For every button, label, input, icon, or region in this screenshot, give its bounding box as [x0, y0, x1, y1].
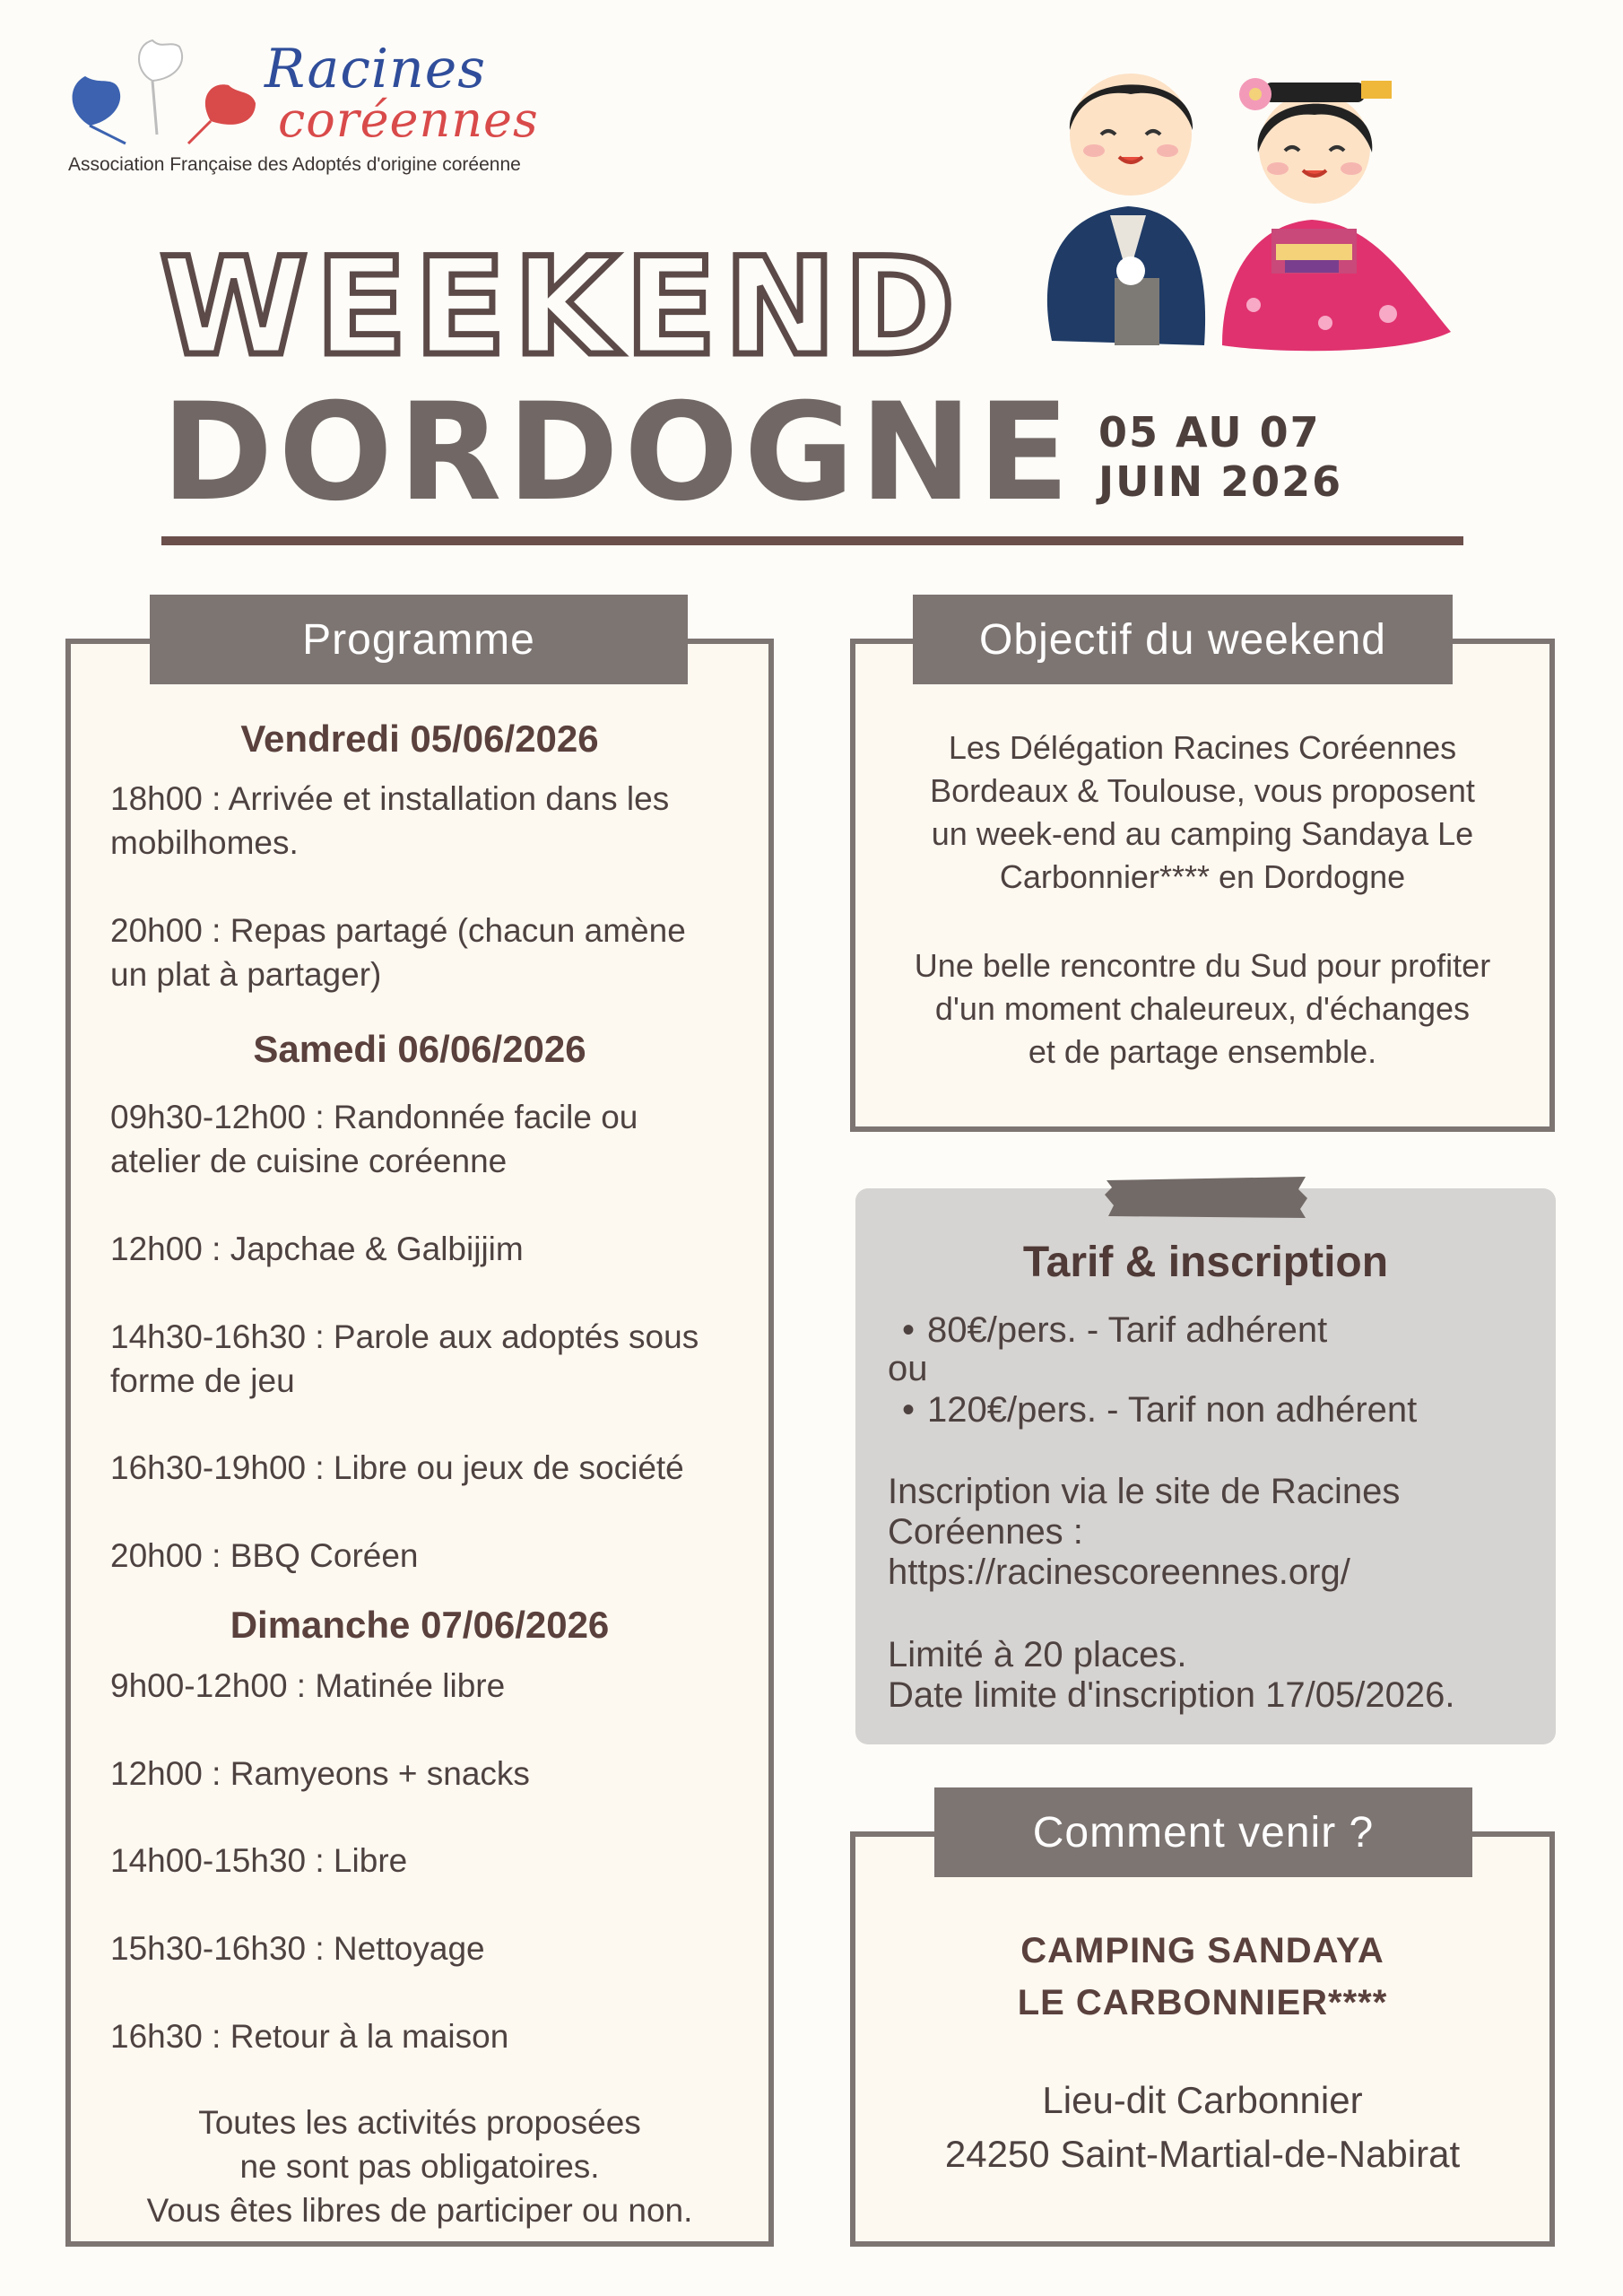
- boy-figure: [1047, 74, 1205, 345]
- programme-note-line: Vous êtes libres de participer ou non.: [146, 2192, 693, 2229]
- or-text: ou: [888, 1349, 928, 1388]
- title-dordogne: DORDOGNE: [161, 375, 1075, 531]
- price-member-text: 80€/pers. - Tarif adhérent: [927, 1310, 1328, 1350]
- inscription-text-line1: Inscription via le site de Racines: [888, 1472, 1401, 1511]
- bullet-icon: •: [902, 1390, 916, 1430]
- address-line2: 24250 Saint-Martial-de-Nabirat: [944, 2133, 1461, 2175]
- programme-item-line: 16h30 : Retour à la maison: [110, 2018, 509, 2055]
- address-line1: Lieu-dit Carbonnier: [1042, 2079, 1363, 2121]
- ginkgo-leaves-icon: [63, 36, 260, 152]
- inscription-text-line2: Coréennes :: [888, 1512, 1083, 1552]
- objectif-paragraph-1: [873, 726, 1532, 899]
- programme-item-line: 16h30-19h00 : Libre ou jeux de société: [110, 1449, 684, 1486]
- objectif-line: et de partage ensemble.: [1028, 1033, 1377, 1070]
- logo-name-line1: Racines: [265, 38, 487, 100]
- programme-item: [110, 1664, 756, 1708]
- programme-item-line: 18h00 : Arrivée et installation dans les: [110, 780, 670, 817]
- programme-item: [110, 1446, 756, 1490]
- programme-panel: [65, 639, 774, 2247]
- logo-subtitle: Association Française des Adoptés d'origine coréenne: [68, 154, 521, 175]
- programme-item-line: 09h30-12h00 : Randonnée facile ou: [110, 1099, 638, 1135]
- date-range: 05 AU 07: [1098, 408, 1321, 457]
- programme-item-line: un plat à partager): [110, 956, 382, 993]
- programme-heading: Programme: [150, 595, 688, 684]
- logo: [63, 36, 565, 188]
- bullet-icon: •: [902, 1310, 916, 1350]
- places-limit: Limité à 20 places.: [888, 1635, 1187, 1674]
- programme-item-line: 12h00 : Ramyeons + snacks: [110, 1755, 530, 1792]
- programme-item-line: 9h00-12h00 : Matinée libre: [110, 1667, 506, 1704]
- title-divider: [161, 536, 1463, 545]
- programme-item: [110, 1926, 756, 1970]
- programme-item: [110, 1315, 756, 1403]
- objectif-line: Une belle rencontre du Sud pour profiter: [914, 947, 1491, 984]
- objectif-line: Les Délégation Racines Coréennes: [948, 729, 1457, 766]
- tarif-panel: [855, 1188, 1556, 1744]
- programme-item-line: mobilhomes.: [110, 824, 299, 861]
- date-month-year: JUIN 2026: [1098, 457, 1343, 506]
- programme-item-line: 12h00 : Japchae & Galbijjim: [110, 1231, 524, 1267]
- programme-item-line: 14h30-16h30 : Parole aux adoptés sous: [110, 1318, 699, 1355]
- girl-figure: [1222, 78, 1451, 351]
- camping-name-line2: LE CARBONNIER****: [1017, 1983, 1388, 2022]
- programme-item-line: 20h00 : Repas partagé (chacun amène: [110, 912, 686, 949]
- programme-item-line: 14h00-15h30 : Libre: [110, 1842, 408, 1879]
- price-non-member-text: 120€/pers. - Tarif non adhérent: [927, 1390, 1418, 1430]
- programme-item: [110, 1227, 756, 1271]
- objectif-line: d'un moment chaleureux, d'échanges: [934, 990, 1471, 1027]
- programme-item-line: 20h00 : BBQ Coréen: [110, 1537, 419, 1574]
- programme-item: [110, 1839, 756, 1883]
- programme-item: [110, 1534, 756, 1578]
- programme-item: [110, 777, 756, 865]
- programme-item: [110, 909, 756, 996]
- day-title-saturday: Samedi 06/06/2026: [253, 1028, 586, 1070]
- programme-item-line: forme de jeu: [110, 1362, 295, 1399]
- day-title-friday: Vendredi 05/06/2026: [240, 718, 599, 760]
- objectif-line: Bordeaux & Toulouse, vous proposent: [930, 772, 1475, 809]
- logo-name-line2: coréennes: [278, 91, 539, 148]
- programme-note: [71, 2100, 768, 2232]
- tarif-heading: Tarif & inscription: [1022, 1239, 1389, 1286]
- title-weekend: WEEKEND: [160, 230, 963, 386]
- programme-item: [110, 1095, 756, 1183]
- hanbok-children-illustration: [1029, 45, 1460, 368]
- objectif-line: Carbonnier**** en Dordogne: [999, 858, 1406, 895]
- venir-heading: Comment venir ?: [934, 1787, 1472, 1877]
- programme-item-line: atelier de cuisine coréenne: [110, 1143, 508, 1179]
- objectif-heading: Objectif du weekend: [913, 595, 1453, 684]
- venir-panel: [850, 1831, 1555, 2247]
- programme-note-line: ne sont pas obligatoires.: [239, 2148, 600, 2185]
- programme-item: [110, 2014, 756, 2058]
- inscription-link[interactable]: https://racinescoreennes.org/: [888, 1552, 1350, 1592]
- programme-item: [110, 1752, 756, 1796]
- objectif-line: un week-end au camping Sandaya Le: [931, 815, 1474, 852]
- tape-decoration: [1103, 1175, 1309, 1220]
- day-title-sunday: Dimanche 07/06/2026: [230, 1604, 610, 1646]
- price-non-member: [888, 1389, 1417, 1431]
- programme-item-line: 15h30-16h30 : Nettoyage: [110, 1930, 485, 1967]
- camping-name-line1: CAMPING SANDAYA: [1020, 1931, 1384, 1970]
- registration-deadline: Date limite d'inscription 17/05/2026.: [888, 1675, 1455, 1715]
- price-member: [888, 1309, 1327, 1351]
- objectif-paragraph-2: [873, 944, 1532, 1074]
- objectif-panel: [850, 639, 1555, 1132]
- programme-note-line: Toutes les activités proposées: [198, 2104, 641, 2141]
